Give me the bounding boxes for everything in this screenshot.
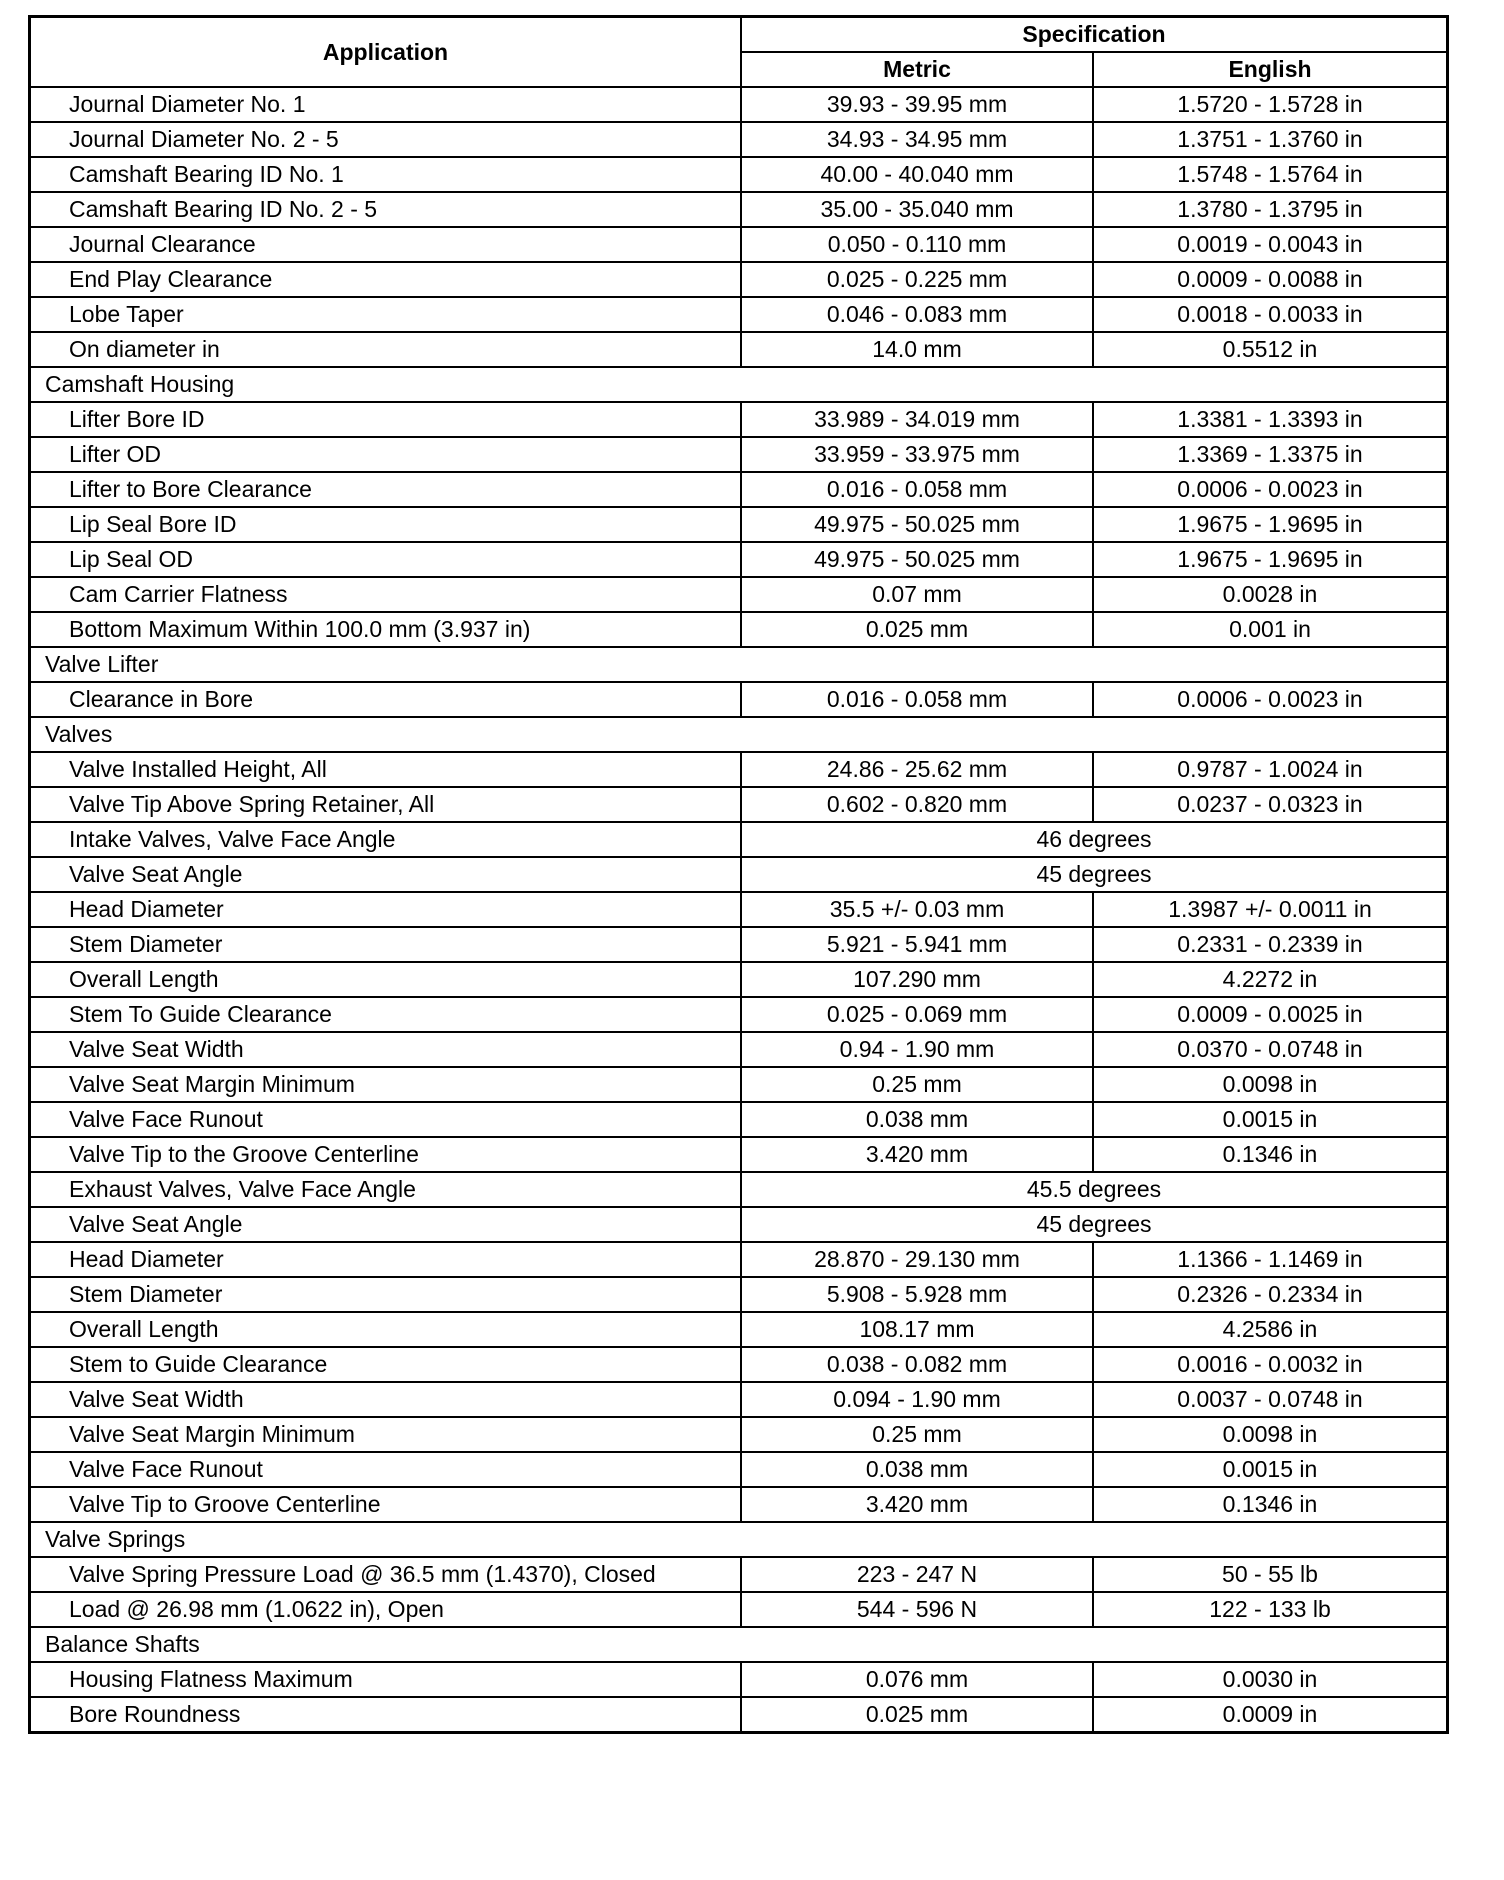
metric-cell: 0.038 - 0.082 mm (741, 1347, 1093, 1382)
application-cell: Stem to Guide Clearance (30, 1347, 741, 1382)
table-row (30, 157, 1447, 192)
metric-cell: 0.038 mm (741, 1452, 1093, 1487)
table-row (30, 262, 1447, 297)
english-cell: 1.5748 - 1.5764 in (1093, 157, 1447, 192)
english-cell: 0.0098 in (1093, 1417, 1447, 1452)
table-row (30, 122, 1447, 157)
metric-cell: 40.00 - 40.040 mm (741, 157, 1093, 192)
table-row (30, 997, 1447, 1032)
metric-cell: 0.025 mm (741, 612, 1093, 647)
metric-cell: 49.975 - 50.025 mm (741, 542, 1093, 577)
table-row (30, 1207, 1447, 1242)
english-cell: 0.0015 in (1093, 1102, 1447, 1137)
metric-cell: 0.076 mm (741, 1662, 1093, 1697)
application-cell: Stem Diameter (30, 1277, 741, 1312)
english-cell: 0.0037 - 0.0748 in (1093, 1382, 1447, 1417)
english-cell: 1.9675 - 1.9695 in (1093, 507, 1447, 542)
table-row (30, 1032, 1447, 1067)
application-cell: Valve Face Runout (30, 1102, 741, 1137)
table-row (30, 472, 1447, 507)
english-cell: 0.0006 - 0.0023 in (1093, 682, 1447, 717)
table-row (30, 1102, 1447, 1137)
section-row (30, 647, 1447, 682)
english-cell: 50 - 55 lb (1093, 1557, 1447, 1592)
application-cell: Stem Diameter (30, 927, 741, 962)
metric-cell: 3.420 mm (741, 1487, 1093, 1522)
table-row (30, 822, 1447, 857)
metric-cell: 223 - 247 N (741, 1557, 1093, 1592)
metric-cell: 14.0 mm (741, 332, 1093, 367)
english-cell: 1.3987 +/- 0.0011 in (1093, 892, 1447, 927)
english-header: English (1093, 52, 1447, 87)
table-row (30, 682, 1447, 717)
application-cell: Valve Seat Angle (30, 857, 741, 892)
metric-cell: 0.016 - 0.058 mm (741, 682, 1093, 717)
application-cell: Housing Flatness Maximum (30, 1662, 741, 1697)
application-cell: Exhaust Valves, Valve Face Angle (30, 1172, 741, 1207)
english-cell: 1.3381 - 1.3393 in (1093, 402, 1447, 437)
application-cell: End Play Clearance (30, 262, 741, 297)
merged-spec-cell: 45.5 degrees (741, 1172, 1447, 1207)
application-cell: Head Diameter (30, 892, 741, 927)
application-cell: Clearance in Bore (30, 682, 741, 717)
section-title: Valve Springs (30, 1522, 1447, 1557)
english-cell: 0.0015 in (1093, 1452, 1447, 1487)
metric-cell: 39.93 - 39.95 mm (741, 87, 1093, 122)
metric-cell: 0.025 mm (741, 1697, 1093, 1732)
table-row (30, 1382, 1447, 1417)
metric-cell: 35.5 +/- 0.03 mm (741, 892, 1093, 927)
application-cell: Load @ 26.98 mm (1.0622 in), Open (30, 1592, 741, 1627)
english-cell: 0.0028 in (1093, 577, 1447, 612)
table-row (30, 787, 1447, 822)
metric-cell: 35.00 - 35.040 mm (741, 192, 1093, 227)
table-body (30, 87, 1447, 1732)
section-title: Camshaft Housing (30, 367, 1447, 402)
application-cell: Valve Seat Margin Minimum (30, 1067, 741, 1102)
table-row (30, 857, 1447, 892)
application-cell: Journal Diameter No. 2 - 5 (30, 122, 741, 157)
section-row (30, 1522, 1447, 1557)
application-cell: Head Diameter (30, 1242, 741, 1277)
metric-cell: 0.25 mm (741, 1417, 1093, 1452)
application-cell: Valve Seat Width (30, 1382, 741, 1417)
metric-cell: 544 - 596 N (741, 1592, 1093, 1627)
application-cell: Valve Seat Margin Minimum (30, 1417, 741, 1452)
english-cell: 122 - 133 lb (1093, 1592, 1447, 1627)
application-cell: Lifter OD (30, 437, 741, 472)
english-cell: 0.0016 - 0.0032 in (1093, 1347, 1447, 1382)
english-cell: 0.0030 in (1093, 1662, 1447, 1697)
table-row (30, 542, 1447, 577)
section-title: Valves (30, 717, 1447, 752)
english-cell: 0.2326 - 0.2334 in (1093, 1277, 1447, 1312)
metric-cell: 0.016 - 0.058 mm (741, 472, 1093, 507)
table-row (30, 1487, 1447, 1522)
merged-spec-cell: 46 degrees (741, 822, 1447, 857)
metric-cell: 0.602 - 0.820 mm (741, 787, 1093, 822)
application-cell: Overall Length (30, 962, 741, 997)
english-cell: 0.0237 - 0.0323 in (1093, 787, 1447, 822)
english-cell: 0.0009 - 0.0088 in (1093, 262, 1447, 297)
english-cell: 0.2331 - 0.2339 in (1093, 927, 1447, 962)
metric-cell: 0.025 - 0.225 mm (741, 262, 1093, 297)
table-row (30, 402, 1447, 437)
table-row (30, 1137, 1447, 1172)
application-cell: Valve Spring Pressure Load @ 36.5 mm (1.4370), Closed (30, 1557, 741, 1592)
table-row (30, 1662, 1447, 1697)
metric-cell: 0.07 mm (741, 577, 1093, 612)
application-cell: Lip Seal OD (30, 542, 741, 577)
table-row (30, 1312, 1447, 1347)
merged-spec-cell: 45 degrees (741, 857, 1447, 892)
english-cell: 0.0009 in (1093, 1697, 1447, 1732)
english-cell: 0.0019 - 0.0043 in (1093, 227, 1447, 262)
english-cell: 0.0006 - 0.0023 in (1093, 472, 1447, 507)
english-cell: 0.0018 - 0.0033 in (1093, 297, 1447, 332)
application-cell: Lifter Bore ID (30, 402, 741, 437)
application-cell: Cam Carrier Flatness (30, 577, 741, 612)
section-row (30, 1627, 1447, 1662)
english-cell: 0.0370 - 0.0748 in (1093, 1032, 1447, 1067)
metric-cell: 107.290 mm (741, 962, 1093, 997)
table-row (30, 507, 1447, 542)
table-row (30, 192, 1447, 227)
metric-cell: 0.025 - 0.069 mm (741, 997, 1093, 1032)
metric-cell: 0.050 - 0.110 mm (741, 227, 1093, 262)
table-header (30, 17, 1447, 87)
application-header: Application (30, 17, 741, 87)
application-cell: Lifter to Bore Clearance (30, 472, 741, 507)
application-cell: Valve Seat Width (30, 1032, 741, 1067)
metric-cell: 0.038 mm (741, 1102, 1093, 1137)
table-row (30, 1347, 1447, 1382)
application-cell: Valve Face Runout (30, 1452, 741, 1487)
application-cell: Bore Roundness (30, 1697, 741, 1732)
table-row (30, 1067, 1447, 1102)
metric-cell: 0.046 - 0.083 mm (741, 297, 1093, 332)
metric-cell: 49.975 - 50.025 mm (741, 507, 1093, 542)
application-cell: Intake Valves, Valve Face Angle (30, 822, 741, 857)
table-row (30, 297, 1447, 332)
table-row (30, 892, 1447, 927)
section-row (30, 717, 1447, 752)
section-title: Balance Shafts (30, 1627, 1447, 1662)
table-row (30, 1172, 1447, 1207)
merged-spec-cell: 45 degrees (741, 1207, 1447, 1242)
table-row (30, 1697, 1447, 1732)
table-row (30, 927, 1447, 962)
table-row (30, 1277, 1447, 1312)
metric-cell: 5.908 - 5.928 mm (741, 1277, 1093, 1312)
application-cell: Valve Seat Angle (30, 1207, 741, 1242)
english-cell: 1.9675 - 1.9695 in (1093, 542, 1447, 577)
table-row (30, 612, 1447, 647)
application-cell: Lobe Taper (30, 297, 741, 332)
metric-cell: 108.17 mm (741, 1312, 1093, 1347)
english-cell: 0.001 in (1093, 612, 1447, 647)
table-row (30, 1592, 1447, 1627)
table-row (30, 962, 1447, 997)
metric-cell: 3.420 mm (741, 1137, 1093, 1172)
english-cell: 1.1366 - 1.1469 in (1093, 1242, 1447, 1277)
table-row (30, 752, 1447, 787)
metric-cell: 0.94 - 1.90 mm (741, 1032, 1093, 1067)
application-cell: Valve Tip Above Spring Retainer, All (30, 787, 741, 822)
application-cell: On diameter in (30, 332, 741, 367)
table-row (30, 437, 1447, 472)
english-cell: 0.0098 in (1093, 1067, 1447, 1102)
english-cell: 1.3369 - 1.3375 in (1093, 437, 1447, 472)
english-cell: 0.0009 - 0.0025 in (1093, 997, 1447, 1032)
english-cell: 4.2272 in (1093, 962, 1447, 997)
table-row (30, 577, 1447, 612)
metric-cell: 33.959 - 33.975 mm (741, 437, 1093, 472)
application-cell: Valve Installed Height, All (30, 752, 741, 787)
application-cell: Bottom Maximum Within 100.0 mm (3.937 in) (30, 612, 741, 647)
english-cell: 0.1346 in (1093, 1487, 1447, 1522)
metric-cell: 5.921 - 5.941 mm (741, 927, 1093, 962)
table-row (30, 87, 1447, 122)
section-row (30, 367, 1447, 402)
english-cell: 0.9787 - 1.0024 in (1093, 752, 1447, 787)
specification-table (29, 16, 1448, 1733)
metric-cell: 28.870 - 29.130 mm (741, 1242, 1093, 1277)
english-cell: 0.1346 in (1093, 1137, 1447, 1172)
metric-cell: 0.25 mm (741, 1067, 1093, 1102)
application-cell: Lip Seal Bore ID (30, 507, 741, 542)
english-cell: 1.5720 - 1.5728 in (1093, 87, 1447, 122)
metric-cell: 24.86 - 25.62 mm (741, 752, 1093, 787)
application-cell: Valve Tip to Groove Centerline (30, 1487, 741, 1522)
metric-cell: 34.93 - 34.95 mm (741, 122, 1093, 157)
english-cell: 1.3780 - 1.3795 in (1093, 192, 1447, 227)
application-cell: Stem To Guide Clearance (30, 997, 741, 1032)
application-cell: Camshaft Bearing ID No. 1 (30, 157, 741, 192)
english-cell: 4.2586 in (1093, 1312, 1447, 1347)
application-cell: Valve Tip to the Groove Centerline (30, 1137, 741, 1172)
metric-cell: 33.989 - 34.019 mm (741, 402, 1093, 437)
section-title: Valve Lifter (30, 647, 1447, 682)
table-row (30, 1557, 1447, 1592)
table-row (30, 1417, 1447, 1452)
application-cell: Journal Diameter No. 1 (30, 87, 741, 122)
specification-header: Specification (741, 17, 1447, 52)
english-cell: 0.5512 in (1093, 332, 1447, 367)
metric-header: Metric (741, 52, 1093, 87)
table-row (30, 1452, 1447, 1487)
english-cell: 1.3751 - 1.3760 in (1093, 122, 1447, 157)
application-cell: Camshaft Bearing ID No. 2 - 5 (30, 192, 741, 227)
application-cell: Journal Clearance (30, 227, 741, 262)
table-row (30, 1242, 1447, 1277)
table-row (30, 227, 1447, 262)
table-row (30, 332, 1447, 367)
metric-cell: 0.094 - 1.90 mm (741, 1382, 1093, 1417)
application-cell: Overall Length (30, 1312, 741, 1347)
